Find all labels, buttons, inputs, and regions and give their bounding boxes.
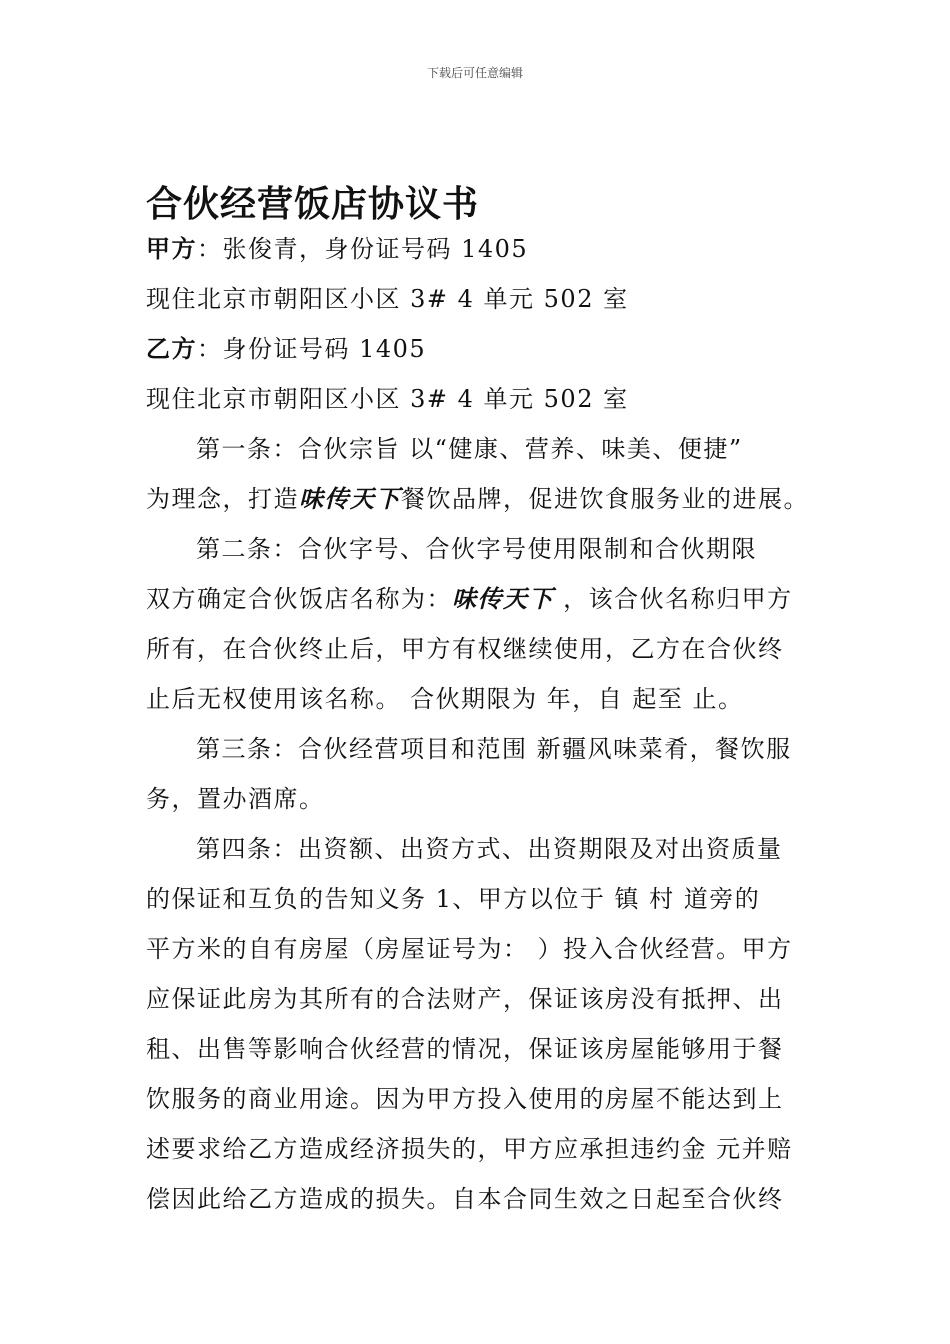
party-a-line [146,234,816,264]
page-header-note: 下载后可任意编辑 [426,66,523,80]
document-title: 合伙经营饭店协议书 [146,184,480,225]
article3-line1: 第三条：合伙经营项目和范围 新疆风味菜肴，餐饮服 [196,735,792,763]
article2-line3: 所有，在合伙终止后，甲方有权继续使用，乙方在合伙终 [146,635,784,663]
article2-text-b: ，该合伙名称归甲方 [554,585,793,613]
article3-line2: 务，置办酒席。 [146,785,325,813]
party-b-label: 乙方 [146,335,197,363]
article4-line4: 应保证此房为其所有的合法财产，保证该房没有抵押、出 [146,985,784,1013]
article1-text-a: 为理念，打造 [146,485,299,513]
party-a-text: ：张俊青，身份证号码 1405 [197,235,529,263]
article2-text-a: 双方确定合伙饭店名称为： [146,585,452,613]
brand-name: 味传天下 [452,585,554,613]
party-a-address: 现住北京市朝阳区小区 3# 4 单元 502 室 [146,285,629,313]
article1-line2 [146,484,816,514]
article4-line6: 饮服务的商业用途。因为甲方投入使用的房屋不能达到上 [146,1085,784,1113]
article2-line4: 止后无权使用该名称。 合伙期限为 年，自 起至 止。 [146,685,744,713]
article4-line7: 述要求给乙方造成经济损失的，甲方应承担违约金 元并赔 [146,1135,793,1163]
party-b-address: 现住北京市朝阳区小区 3# 4 单元 502 室 [146,385,629,413]
article4-line5: 租、出售等影响合伙经营的情况，保证该房屋能够用于餐 [146,1035,784,1063]
article4-line3: 平方米的自有房屋（房屋证号为： ）投入合伙经营。甲方 [146,935,793,963]
article4-line1: 第四条：出资额、出资方式、出资期限及对出资质量 [196,835,783,863]
article2-line2 [146,584,816,614]
party-a-label: 甲方 [146,235,197,263]
article1-text-b: 餐饮品牌，促进饮食服务业的进展。 [401,485,809,513]
article4-line8: 偿因此给乙方造成的损失。自本合同生效之日起至合伙终 [146,1185,784,1213]
article4-line2: 的保证和互负的告知义务 1、甲方以位于 镇 村 道旁的 [146,885,761,913]
party-b-text: ：身份证号码 1405 [197,335,427,363]
party-b-line [146,334,816,364]
article2-line1: 第二条：合伙字号、合伙字号使用限制和合伙期限 [196,535,757,563]
article1-line1: 第一条：合伙宗旨 以“健康、营养、味美、便捷” [196,435,743,463]
brand-name: 味传天下 [299,485,401,513]
